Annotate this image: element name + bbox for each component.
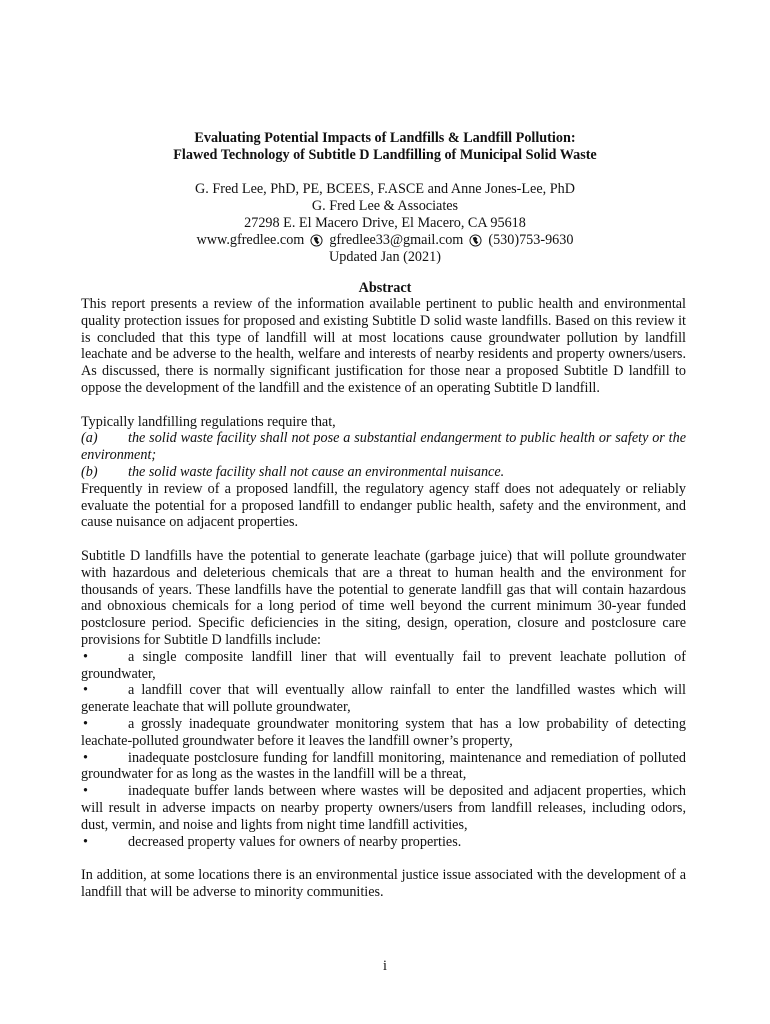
list-item-text: decreased property values for owners of nearby properties.	[128, 833, 462, 850]
abstract-heading: Abstract	[358, 280, 412, 296]
list-item	[81, 682, 686, 716]
list-item	[81, 834, 686, 851]
regulations-intro: Typically landfilling regulations require that,	[81, 413, 336, 430]
abstract-paragraph-3: Subtitle D landfills have the potential to generate leachate (garbage juice) that will pollute groundwater with hazardous and deleterious chemicals that are a threat to human health and the environment for thousands of years. These landfills have the potential to generate landfill gas that will contain hazardous and obnoxious chemicals for a long period of time well beyond the current minimum 30-year funded postclosure period. Specific deficiencies in the siting, design, operation, closure and postclosure care provisions for Subtitle D landfills include:	[81, 547, 686, 648]
list-item-text: inadequate postclosure funding for landfill monitoring, maintenance and remediation of polluted groundwater for as long as the wastes in the landfill will be a threat,	[81, 749, 686, 783]
website: www.gfredlee.com	[196, 232, 305, 248]
abstract-paragraph-4: In addition, at some locations there is an environmental justice issue associated with the development of a landfill that will be adverse to minority communities.	[81, 867, 686, 900]
list-item-text: a grossly inadequate groundwater monitoring system that has a low probability of detecting leachate-polluted groundwater before it leaves the landfill owner’s property,	[81, 715, 686, 749]
globe-icon	[469, 234, 482, 247]
phone: (530)753-9630	[488, 232, 574, 248]
list-item	[81, 750, 686, 784]
document-title	[0, 130, 770, 164]
abstract-paragraph-1: This report presents a review of the information available pertinent to public health and environmental quality protection issues for proposed and existing Subtitle D solid waste landfills. Based on this review it is concluded that this type of landfill will at most locations cause groundwater pollution by landfill leachate and be adverse to the health, welfare and interests of nearby residents and property owners/users. As discussed, there is normally significant justification for those near a proposed Subtitle D landfill to oppose the development of the landfill and the existence of an operating Subtitle D landfill.	[81, 296, 686, 396]
bullet-icon: •	[83, 648, 88, 665]
regulation-item	[81, 430, 686, 464]
organization: G. Fred Lee & Associates	[311, 198, 459, 214]
bullet-icon: •	[83, 715, 88, 732]
title-line-1: Evaluating Potential Impacts of Landfills & Landfill Pollution:	[194, 130, 576, 146]
globe-icon	[310, 234, 323, 247]
address: 27298 E. El Macero Drive, El Macero, CA 95618	[244, 215, 526, 231]
list-item-text: a single composite landfill liner that will eventually fail to prevent leachate pollution of groundwater,	[81, 648, 686, 682]
title-line-2: Flawed Technology of Subtitle D Landfilling of Municipal Solid Waste	[173, 147, 597, 163]
page-number: i	[383, 958, 387, 974]
bullet-icon: •	[83, 682, 88, 699]
regulation-text: the solid waste facility shall not cause an environmental nuisance.	[128, 463, 505, 480]
list-item	[81, 649, 686, 683]
bullet-icon: •	[83, 783, 88, 800]
list-item	[81, 716, 686, 750]
email: gfredlee33@gmail.com	[329, 232, 464, 248]
regulation-item	[81, 464, 686, 481]
abstract-body	[81, 296, 686, 901]
author-block	[0, 181, 770, 266]
abstract-paragraph-2: Frequently in review of a proposed landfill, the regulatory agency staff does not adequately or reliably evaluate the potential for a proposed landfill to endanger public health, safety and the environment, and cause nuisance on adjacent properties.	[81, 480, 686, 531]
updated-date: Updated Jan (2021)	[329, 249, 441, 265]
author-names: G. Fred Lee, PhD, PE, BCEES, F.ASCE and Anne Jones-Lee, PhD	[195, 181, 575, 197]
bullet-icon: •	[83, 833, 88, 850]
bullet-icon: •	[83, 749, 88, 766]
regulation-text: the solid waste facility shall not pose a substantial endangerment to public health or safety or the environment;	[81, 430, 686, 464]
regulation-label: (a)	[81, 430, 98, 447]
list-item-text: inadequate buffer lands between where wastes will be deposited and adjacent properties, which will result in adverse impacts on nearby property owners/users from landfill releases, including odors, dust, vermin, and noise and lights from night time landfill activities,	[81, 783, 686, 833]
contact-line	[197, 232, 574, 249]
list-item	[81, 783, 686, 833]
regulation-label: (b)	[81, 463, 98, 480]
list-item-text: a landfill cover that will eventually allow rainfall to enter the landfilled wastes which will generate leachate that will pollute groundwater,	[81, 682, 686, 716]
